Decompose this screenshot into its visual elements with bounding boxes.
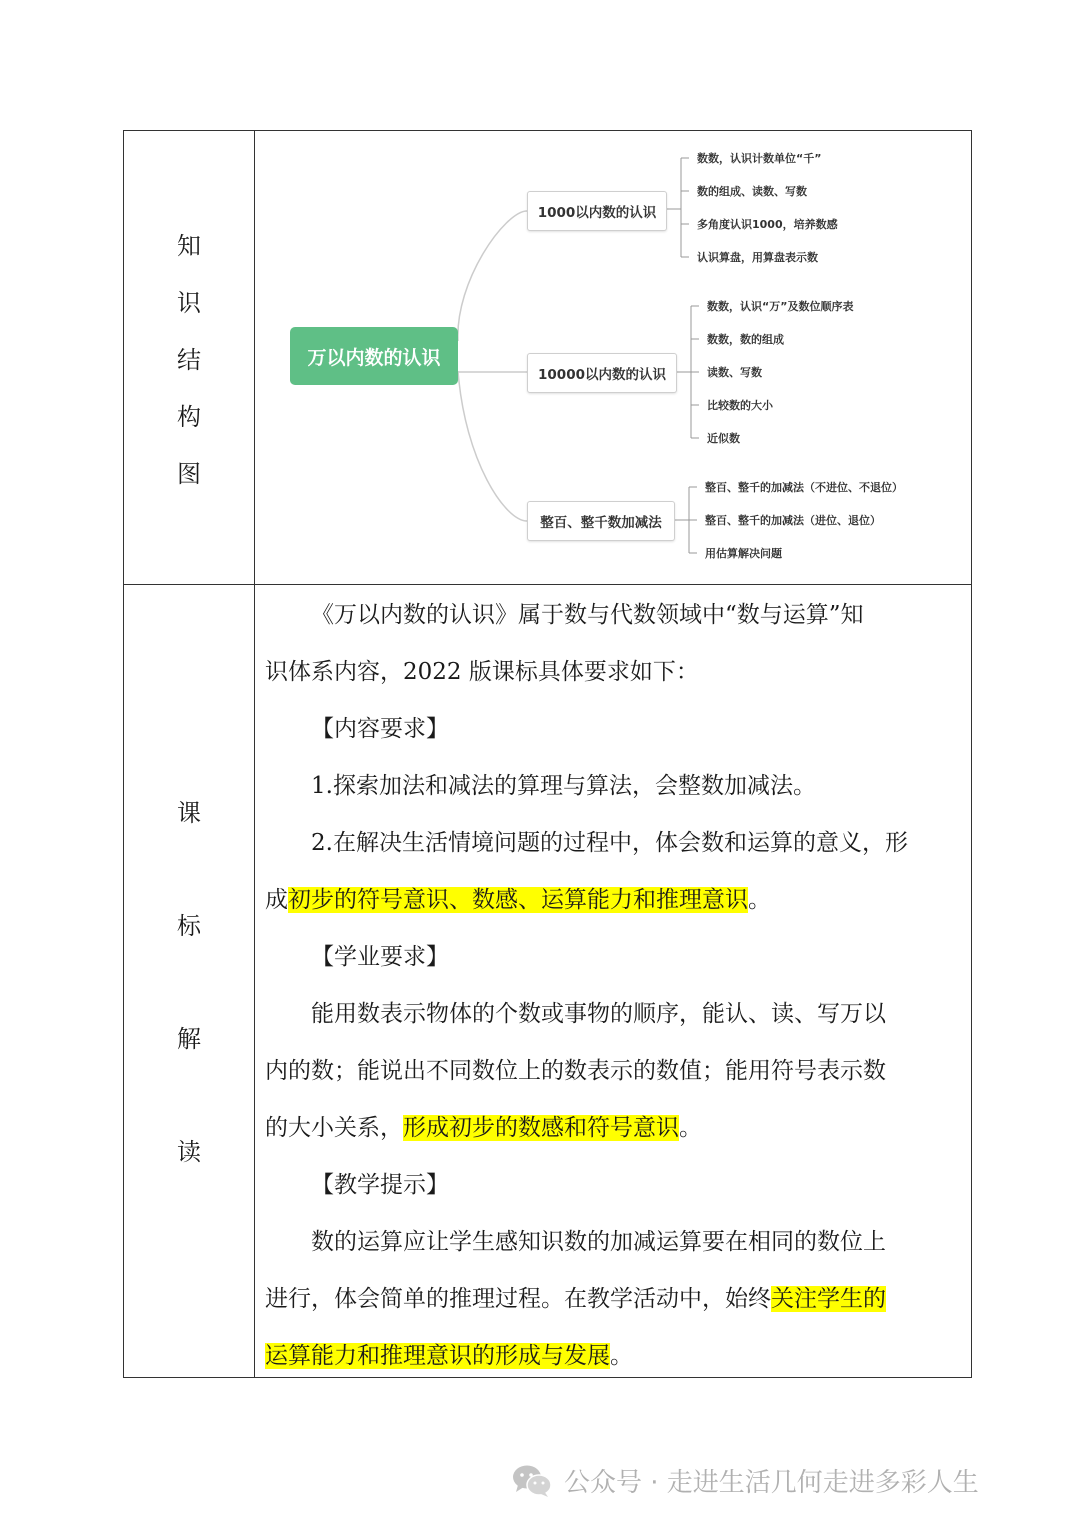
- watermark-footer: [512, 1462, 979, 1499]
- mind-map-leaf: 数数，数的组成: [707, 333, 784, 346]
- section-heading: 【学业要求】: [311, 944, 449, 970]
- intro-text: 《万以内数的认识》属于数与代数领域中“数与运算”知: [311, 602, 864, 628]
- highlighted-text: 关注学生的: [771, 1286, 886, 1312]
- content-table: [123, 130, 972, 1378]
- row2-label: [124, 793, 254, 1245]
- row1-label: [124, 226, 254, 511]
- row2-label-char: 标: [177, 912, 201, 940]
- row1-label-char: 图: [177, 460, 201, 488]
- content-item-1: 1.探索加法和减法的算理与算法，会整数加减法。: [311, 773, 816, 799]
- mind-map-leaf: 读数、写数: [707, 366, 762, 379]
- mind-map-branch: 整百、整千数加减法: [527, 501, 675, 541]
- academic-line: 能用数表示物体的个数或事物的顺序，能认、读、写万以: [311, 1001, 886, 1027]
- plain-text: 。: [679, 1115, 702, 1141]
- teaching-line: [265, 1271, 962, 1328]
- mind-map-leaf: 整百、整千的加减法（进位、退位）: [705, 514, 881, 527]
- wechat-icon: [512, 1463, 552, 1499]
- plain-text: 进行，体会简单的推理过程。在教学活动中，始终: [265, 1286, 771, 1312]
- teaching-line: [265, 1328, 962, 1385]
- content-item-2-cont: [265, 872, 962, 929]
- mind-map-leaf: 比较数的大小: [707, 399, 773, 412]
- row2-label-char: 解: [177, 1025, 201, 1053]
- content-item-2: 2.在解决生活情境问题的过程中，体会数和运算的意义，形: [311, 830, 908, 856]
- plain-text: 成: [265, 887, 288, 913]
- row1-label-char: 结: [177, 346, 201, 374]
- standards-body: [265, 587, 962, 1385]
- academic-line: 内的数；能说出不同数位上的数表示的数值；能用符号表示数: [265, 1058, 886, 1084]
- mind-map-leaf: 认识算盘，用算盘表示数: [697, 251, 818, 264]
- mind-map-leaf: 数数，认识计数单位“千”: [697, 152, 822, 165]
- section-heading: 【内容要求】: [311, 716, 449, 742]
- plain-text: 。: [610, 1343, 633, 1369]
- mind-map-branch: 10000以内数的认识: [527, 353, 677, 393]
- mind-map: [255, 131, 972, 584]
- mind-map-root: 万以内数的认识: [290, 327, 458, 385]
- row-divider: [124, 584, 971, 585]
- mind-map-leaf: 数数，认识“万”及数位顺序表: [707, 300, 854, 313]
- teaching-line: 数的运算应让学生感知识数的加减运算要在相同的数位上: [311, 1229, 886, 1255]
- footer-text: 公众号 · 走进生活几何走进多彩人生: [564, 1468, 979, 1498]
- connector-branch-1: [458, 211, 527, 341]
- mind-map-leaf: 多角度认识1000，培养数感: [697, 218, 838, 231]
- row1-label-char: 构: [177, 403, 201, 431]
- section-heading: 【教学提示】: [311, 1172, 449, 1198]
- highlighted-text: 运算能力和推理意识的形成与发展: [265, 1343, 610, 1369]
- row1-label-char: 识: [177, 289, 201, 317]
- highlighted-text: 初步的符号意识、数感、运算能力和推理意识: [288, 887, 748, 913]
- mind-map-leaf: 用估算解决问题: [705, 547, 782, 560]
- mind-map-leaf: 近似数: [707, 432, 740, 445]
- row1-label-char: 知: [177, 232, 201, 260]
- mind-map-leaf: 数的组成、读数、写数: [697, 185, 807, 198]
- highlighted-text: 形成初步的数感和符号意识: [403, 1115, 679, 1141]
- mind-map-leaf: 整百、整千的加减法（不进位、不退位）: [705, 481, 903, 494]
- plain-text: 。: [748, 887, 771, 913]
- row2-label-char: 课: [177, 799, 201, 827]
- connector-branch-3: [458, 371, 527, 521]
- plain-text: 的大小关系，: [265, 1115, 403, 1141]
- academic-line: [265, 1100, 962, 1157]
- intro-line: [265, 587, 962, 644]
- row2-label-char: 读: [177, 1138, 201, 1166]
- intro-line: 识体系内容，2022 版课标具体要求如下：: [265, 659, 699, 685]
- mind-map-branch: 1000以内数的认识: [527, 191, 667, 231]
